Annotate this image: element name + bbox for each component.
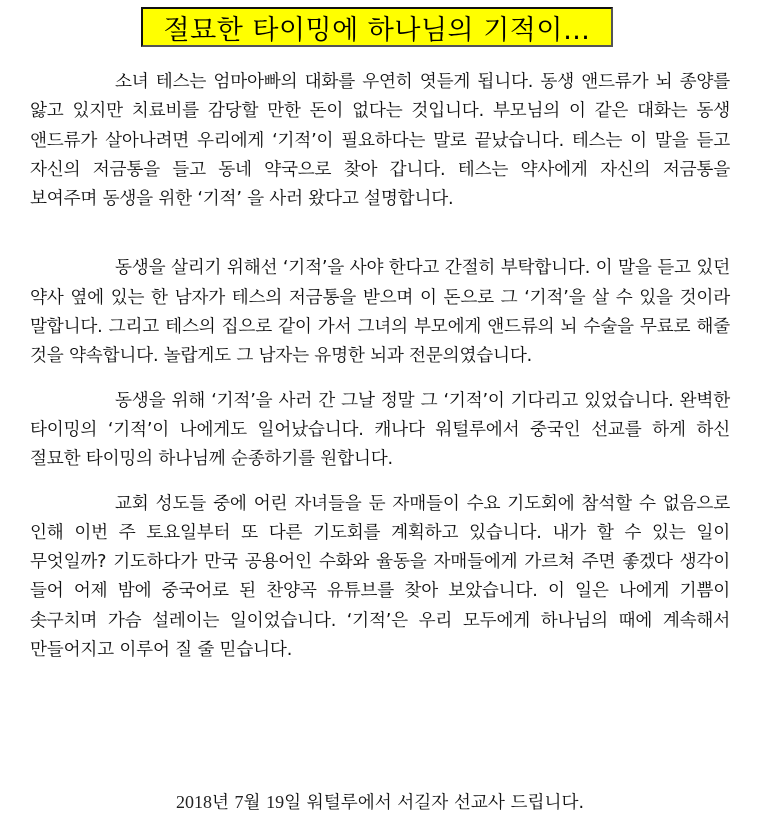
title-banner: [141, 7, 613, 47]
page-title: 절묘한 타이밍에 하나님의 기적이…: [163, 14, 591, 46]
paragraph-3: 동생을 위해 ‘기적’을 사러 간 그날 정말 그 ‘기적’이 기다리고 있었습니다. 완벽한 타이밍의 ‘기적’이 나에게도 일어났습니다. 캐나다 워털루에서 중국인 선교를 하게 하신 절묘한 타이밍의 하나님께 순종하기를 원합니다.: [30, 390, 730, 470]
paragraph-1: 소녀 테스는 엄마아빠의 대화를 우연히 엿듣게 됩니다. 동생 앤드류가 뇌 종양를 앓고 있지만 치료비를 감당할 만한 돈이 없다는 것입니다. 부모님의 이 같은 대화는 동생 앤드류가 살아나려면 우리에게 ‘기적’이 필요하다는 말로 끝났습니다. 테스는 이 말을 듣고 자신의 저금통을 들고 동네 약국으로 찾아 갑니다. 테스는 약사에게 자신의 저금통을 보여주며 동생을 위한 ‘기적’ 을 사러 왔다고 설명합니다.: [30, 72, 730, 210]
article-body: [30, 68, 730, 665]
closing-year: 2018: [175, 792, 212, 812]
paragraph-4: 교회 성도들 중에 어린 자녀들을 둔 자매들이 수요 기도회에 참석할 수 없음으로 인해 이번 주 토요일부터 또 다른 기도회를 계획하고 있습니다. 내가 할 수 있는 일이 무엇일까? 기도하다가 만국 공용어인 수화와 율동을 자매들에게 가르쳐 주면 좋겠다 생각이 들어 어제 밤에 중국어로 된 찬양곡 유튜브를 찾아 보았습니다. 이 일은 나에게 기쁨이 솟구치며 가슴 설레이는 일이었습니다. ‘기적’은 우리 모두에게 하나님의 때에 계속해서 만들어지고 이루어 질 줄 믿습니다.: [30, 493, 730, 661]
closing-day-unit: 일: [284, 793, 302, 813]
closing-month: 7: [234, 792, 244, 812]
closing-text: 워털루에서 서길자 선교사 드립니다.: [306, 793, 585, 813]
closing-signature: [0, 788, 760, 818]
closing-day: 19: [266, 792, 285, 812]
closing-month-unit: 월: [243, 793, 261, 813]
closing-year-unit: 년: [211, 793, 229, 813]
paragraph-2: 동생을 살리기 위해선 ‘기적’을 사야 한다고 간절히 부탁합니다. 이 말을 듣고 있던 약사 옆에 있는 한 남자가 테스의 저금통을 받으며 이 돈으로 그 ‘기적’을 살 수 있을 것이라 말합니다. 그리고 테스의 집으로 같이 가서 그녀의 부모에게 앤드류의 뇌 수술을 무료로 해줄 것을 약속합니다. 놀랍게도 그 남자는 유명한 뇌과 전문의였습니다.: [30, 258, 730, 367]
